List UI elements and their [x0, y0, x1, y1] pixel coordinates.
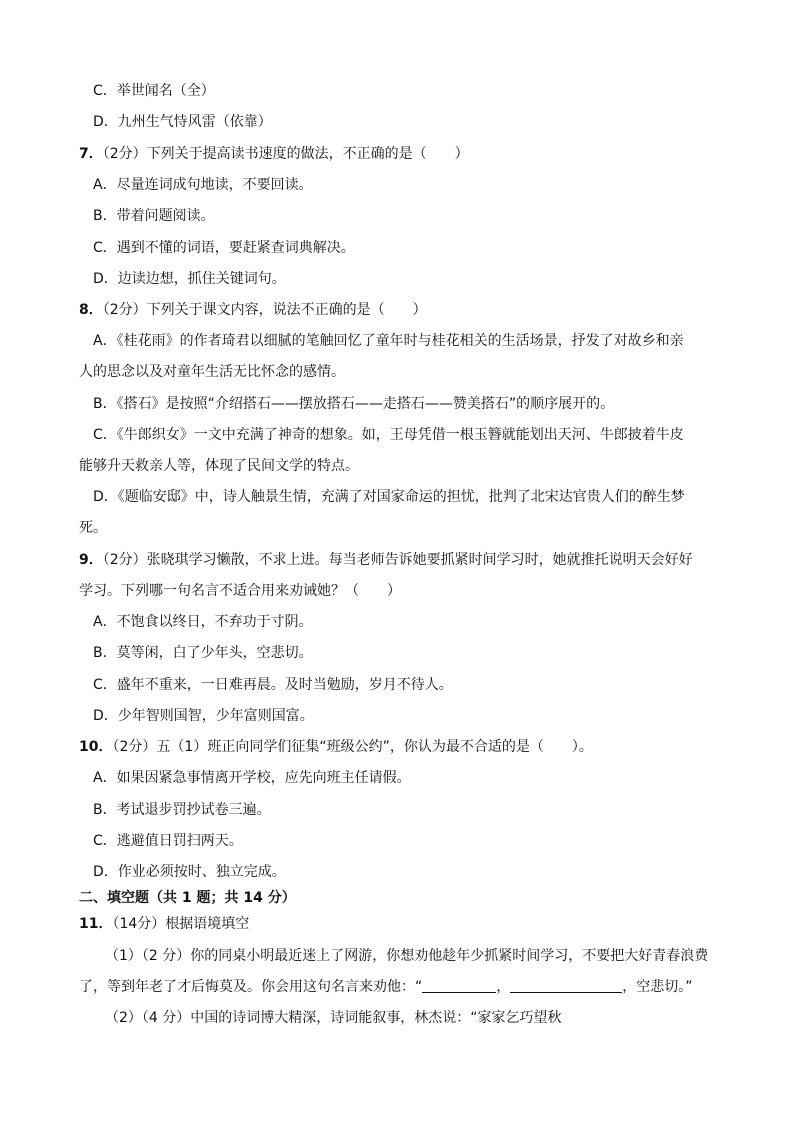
q7-option-d: D．边读边想，抓住关键词句。	[93, 271, 286, 287]
question-number: 11．	[79, 916, 113, 932]
q11-part1-suffix: ，空悲切。”	[622, 979, 693, 995]
question-score: （2分）	[102, 552, 147, 568]
q6-option-d: D．九州生气恃风雷（依靠）	[93, 114, 272, 130]
q9-option-a: A．不饱食以终日，不弃功于寸阴。	[93, 614, 313, 630]
q8-option-c-line1: C．《牛郎织女》一文中充满了神奇的想象。如，王母凭借一根玉簪就能划出天河、牛郎披着牛皮	[93, 427, 684, 443]
question-score: （2分）	[102, 302, 147, 318]
q9-option-d: D．少年智则国智，少年富则国富。	[93, 708, 314, 724]
question-10	[79, 737, 593, 757]
question-score: （2分）	[102, 146, 147, 162]
question-number: 8．	[79, 302, 103, 318]
question-score: （14分）	[112, 916, 166, 932]
question-7	[79, 144, 469, 164]
q11-part1-line1: （1）（2 分）你的同桌小明最近迷上了网游，你想劝他趁年少抓紧时间学习，不要把大好青春浪费	[105, 948, 709, 964]
question-9	[79, 550, 693, 570]
q9-option-b: B．莫等闲，白了少年头，空悲切。	[93, 645, 313, 661]
q8-option-c-line2: 能够升天救亲人等，体现了民间文学的特点。	[79, 458, 359, 474]
question-stem: 下列关于课文内容，说法不正确的是（ ）	[146, 302, 427, 318]
question-8	[79, 300, 427, 320]
q9-stem-line2: 学习。下列哪一句名言不适合用来劝诫她？（ ）	[79, 583, 401, 599]
question-stem: 张晓琪学习懒散，不求上进。每当老师告诉她要抓紧时间学习时，她就推托说明天会好好	[146, 552, 693, 568]
q11-part1-prefix: 了，等到年老了才后悔莫及。你会用这句名言来劝他：“	[79, 979, 423, 995]
q11-part1-line2	[79, 977, 693, 997]
question-11	[79, 914, 249, 934]
question-number: 9．	[79, 552, 103, 568]
question-stem: 五（1）班正向同学们征集“班级公约”，你认为最不合适的是（ ）。	[156, 739, 593, 755]
q8-option-b: B．《搭石》是按照“介绍搭石——摆放搭石——走搭石——赞美搭石”的顺序展开的。	[93, 396, 615, 412]
question-number: 10．	[79, 739, 113, 755]
q10-option-b: B．考试退步罚抄试卷三遍。	[93, 802, 271, 818]
q11-part1-separator: ，	[496, 979, 511, 995]
q8-option-a-line2: 人的思念以及对童年生活无比怀念的感情。	[79, 364, 345, 380]
section-heading-fill-in: 二、填空题（共 1 题；共 14 分）	[79, 890, 296, 906]
answer-blank-2[interactable]	[510, 978, 622, 993]
q10-option-c: C．逃避值日罚扫两天。	[93, 833, 243, 849]
q10-option-a: A．如果因紧急事情离开学校，应先向班主任请假。	[93, 770, 411, 786]
q7-option-c: C．遇到不懂的词语，要赶紧查词典解决。	[93, 240, 355, 256]
answer-blank-1[interactable]	[422, 978, 496, 993]
q8-option-a-line1: A．《桂花雨》的作者琦君以细腻的笔触回忆了童年时与桂花相关的生活场景，抒发了对故乡和亲	[93, 333, 684, 349]
q9-option-c: C．盛年不重来，一日难再晨。及时当勉励，岁月不待人。	[93, 677, 453, 693]
question-stem: 根据语境填空	[165, 916, 250, 932]
question-score: （2分）	[112, 739, 157, 755]
q6-option-c: C．举世闻名（全）	[93, 83, 215, 99]
q8-option-d-line2: 死。	[79, 520, 107, 536]
q7-option-b: B．带着问题阅读。	[93, 208, 215, 224]
q11-part2-line1: （2）（4 分）中国的诗词博大精深，诗词能叙事，林杰说：“家家乞巧望秋	[105, 1010, 562, 1026]
question-number: 7．	[79, 146, 103, 162]
q8-option-d-line1: D．《题临安邸》中，诗人触景生情，充满了对国家命运的担忧，批判了北宋达官贵人们的醉生梦	[93, 489, 685, 505]
q10-option-d: D．作业必须按时、独立完成。	[93, 864, 286, 880]
question-stem: 下列关于提高读书速度的做法，不正确的是（ ）	[146, 146, 469, 162]
q7-option-a: A．尽量连词成句地读，不要回读。	[93, 177, 313, 193]
